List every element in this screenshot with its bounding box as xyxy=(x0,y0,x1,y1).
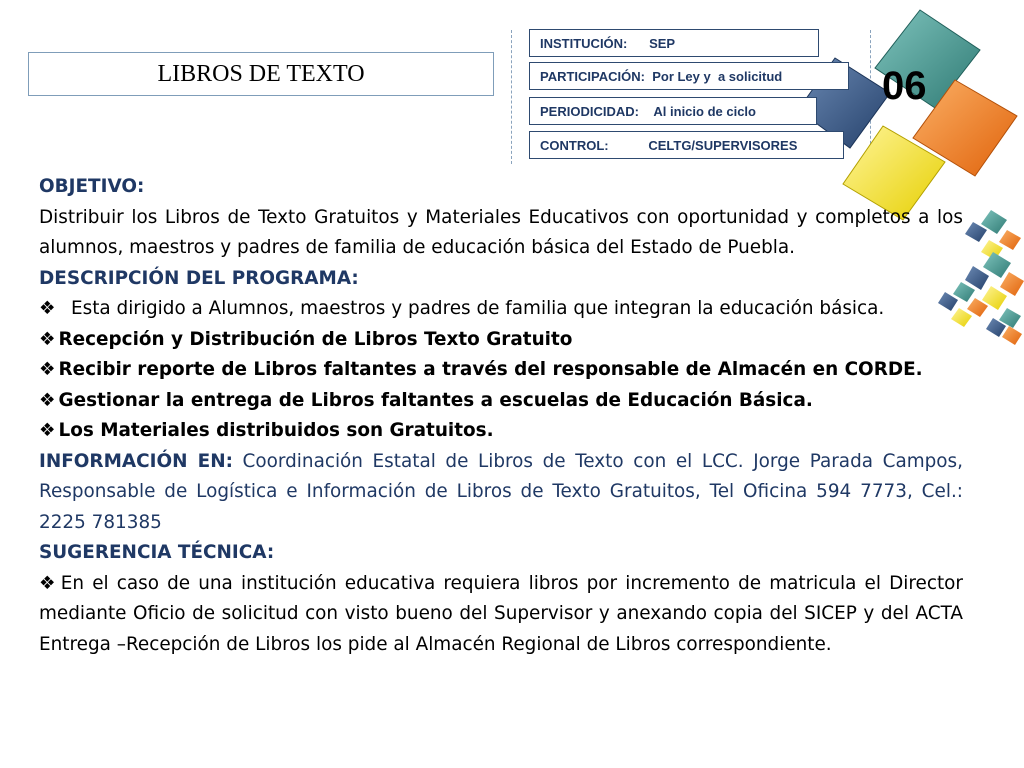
list-item-text: Recepción y Distribución de Libros Texto Gratuito xyxy=(58,328,573,350)
info-institucion xyxy=(529,29,819,57)
diamond-bullet-icon: ❖ xyxy=(39,359,56,380)
slide-number: 06 xyxy=(882,64,927,108)
info-label: PERIODICIDAD: xyxy=(540,103,639,119)
objetivo-text: Distribuir los Libros de Texto Gratuitos y Materiales Educativos con oportunidad y completos a los alumnos, maestros y padres de familia de educación básica del Estado de Puebla. xyxy=(39,206,963,258)
diamond-bullet-icon: ❖ xyxy=(39,420,56,441)
list-item-text: Gestionar la entrega de Libros faltantes a escuelas de Educación Básica. xyxy=(58,389,813,411)
page-title: LIBROS DE TEXTO xyxy=(28,52,494,96)
sugerencia-heading: SUGERENCIA TÉCNICA: xyxy=(39,542,275,563)
diamond-bullet-icon: ❖ xyxy=(39,572,58,594)
sugerencia-paragraph xyxy=(39,569,963,661)
informacion-paragraph xyxy=(39,447,963,539)
list-item xyxy=(39,325,963,356)
list-item xyxy=(39,416,963,447)
info-label: CONTROL: xyxy=(540,137,609,153)
diamond-bullet-icon: ❖ xyxy=(39,298,56,319)
sugerencia-text: En el caso de una institución educativa requiera libros por incremento de matricula el Director mediante Oficio de solicitud con visto bueno del Supervisor y anexando copia del SICEP y del ACTA Entrega –Recepción de Libros los pide al Almacén Regional de Libros correspondiente. xyxy=(39,572,963,655)
divider-left xyxy=(511,30,512,164)
list-item-text: Recibir reporte de Libros faltantes a través del responsable de Almacén en CORDE. xyxy=(58,359,923,380)
main-content xyxy=(39,172,963,660)
list-item-text: Esta dirigido a Alumnos, maestros y padres de familia que integran la educación básica. xyxy=(71,298,885,319)
info-label: INSTITUCIÓN: xyxy=(540,35,628,51)
list-item xyxy=(39,294,963,325)
informacion-heading: INFORMACIÓN EN: xyxy=(39,450,233,472)
list-item-text: Los Materiales distribuidos son Gratuitos. xyxy=(58,420,494,441)
info-periodicidad xyxy=(529,97,817,125)
objetivo-heading: OBJETIVO: xyxy=(39,176,145,197)
info-control xyxy=(529,131,844,159)
diamond-bullet-icon: ❖ xyxy=(39,389,56,411)
descripcion-heading: DESCRIPCIÓN DEL PROGRAMA: xyxy=(39,267,359,289)
list-item xyxy=(39,386,963,417)
info-participacion xyxy=(529,62,849,90)
info-value: Al inicio de ciclo xyxy=(653,103,756,119)
info-value: SEP xyxy=(649,35,676,51)
info-label: PARTICIPACIÓN: xyxy=(540,68,645,84)
informacion-text: Coordinación Estatal de Libros de Texto con el LCC. Jorge Parada Campos, Responsable de Logística e Información de Libros de Texto Gratuitos, Tel Oficina 594 7773, Cel.: 2225 781385 xyxy=(39,450,963,533)
info-value: CELTG/SUPERVISORES xyxy=(648,137,798,153)
info-value: Por Ley y a solicitud xyxy=(652,68,783,84)
diamond-bullet-icon: ❖ xyxy=(39,328,56,350)
list-item xyxy=(39,355,963,386)
